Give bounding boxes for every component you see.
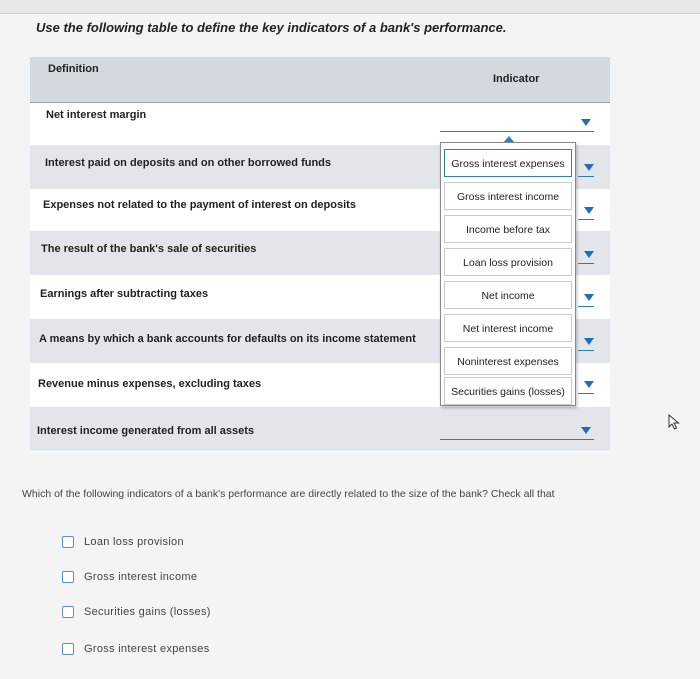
checkbox-label: Securities gains (losses): [84, 606, 211, 618]
chevron-down-icon: [584, 381, 594, 388]
chevron-down-icon: [584, 251, 594, 258]
option-net-income[interactable]: Net income: [444, 281, 572, 309]
mouse-cursor-icon: [668, 414, 682, 430]
option-noninterest-expenses[interactable]: Noninterest expenses: [444, 347, 572, 375]
chevron-down-icon: [584, 164, 594, 171]
header-definition: Definition: [48, 63, 99, 75]
definition-cell: Expenses not related to the payment of interest on deposits: [43, 199, 356, 211]
chevron-down-icon: [584, 294, 594, 301]
header-indicator: Indicator: [493, 73, 540, 85]
checkbox[interactable]: [62, 643, 74, 655]
indicator-dropdown-net-interest-margin[interactable]: [440, 112, 594, 132]
option-income-before-tax[interactable]: Income before tax: [444, 215, 572, 243]
option-loan-loss-provision[interactable]: Loan loss provision: [444, 248, 572, 276]
definition-cell: Revenue minus expenses, excluding taxes: [38, 378, 262, 390]
checkbox[interactable]: [62, 536, 74, 548]
chevron-down-icon: [581, 427, 591, 434]
option-securities-gains-losses[interactable]: Securities gains (losses): [444, 377, 572, 405]
definition-cell: Earnings after subtracting taxes: [40, 288, 209, 300]
checkbox[interactable]: [62, 571, 74, 583]
chevron-down-icon: [584, 207, 594, 214]
definition-cell: Interest paid on deposits and on other borrowed funds: [45, 157, 332, 169]
question-text: Which of the following indicators of a bank's performance are directly related to the size of the bank? Check all that: [22, 488, 555, 500]
instruction-text: Use the following table to define the key indicators of a bank's performance.: [36, 20, 507, 35]
checkbox-label: Gross interest expenses: [84, 643, 210, 655]
indicator-options-menu: [440, 142, 576, 406]
option-gross-interest-income[interactable]: Gross interest income: [444, 182, 572, 210]
checkbox-label: Gross interest income: [84, 571, 198, 583]
chevron-down-icon: [584, 338, 594, 345]
checkbox[interactable]: [62, 606, 74, 618]
definition-cell: A means by which a bank accounts for defaults on its income statement: [39, 333, 416, 345]
definition-cell: The result of the bank's sale of securities: [41, 243, 257, 255]
definition-cell: Interest income generated from all assets: [37, 425, 255, 437]
option-gross-interest-expenses[interactable]: Gross interest expenses: [444, 149, 572, 177]
top-strip: [0, 0, 700, 14]
table-header: [30, 57, 610, 103]
indicator-dropdown-row-8[interactable]: [440, 420, 594, 440]
option-net-interest-income[interactable]: Net interest income: [444, 314, 572, 342]
definition-cell: Net interest margin: [46, 109, 147, 121]
checkbox-label: Loan loss provision: [84, 536, 184, 548]
chevron-down-icon: [581, 119, 591, 126]
